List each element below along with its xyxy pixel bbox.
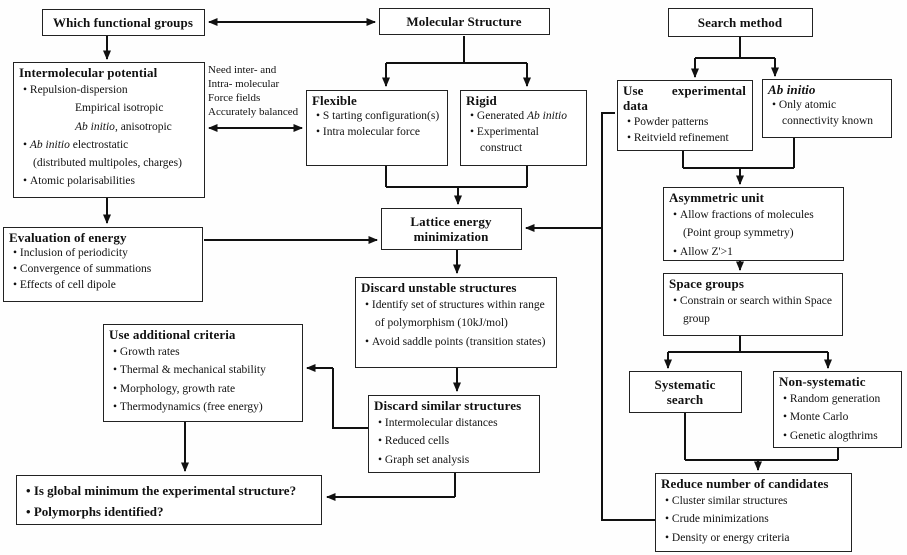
list-item: • Allow Z'>1	[669, 243, 837, 261]
list-item: • Density or energy criteria	[661, 529, 845, 547]
list-item: • Thermodynamics (free energy)	[109, 398, 296, 416]
list-item: • Reduced cells	[374, 432, 533, 450]
box-list	[669, 292, 836, 328]
list-item: • Atomic polarisabilities	[19, 172, 198, 190]
box-title: Discard unstable structures	[361, 280, 517, 295]
box-list	[22, 481, 315, 523]
box-space-groups	[663, 273, 843, 336]
list-item: • Allow fractions of molecules	[669, 206, 837, 224]
box-list	[109, 343, 296, 416]
list-item: • Intra molecular force	[312, 125, 441, 141]
box-title: Space groups	[669, 276, 745, 291]
box-title: Search method	[697, 14, 783, 30]
connector-flexible-rigid-merge	[386, 166, 527, 187]
list-item: • Morphology, growth rate	[109, 380, 296, 398]
list-item: • Crude minimizations	[661, 510, 845, 528]
box-use-experimental-data	[617, 80, 753, 151]
box-list	[669, 206, 837, 260]
list-item: • Cluster similar structures	[661, 492, 845, 510]
list-item: • Graph set analysis	[374, 451, 533, 469]
connector-molecular-split	[386, 36, 527, 63]
box-title: Which functional groups	[52, 14, 194, 30]
box-title: Asymmetric unit	[669, 190, 765, 205]
box-title: Non-systematic	[779, 374, 866, 389]
list-item: • Reitvield refinement	[623, 131, 746, 147]
box-discard-unstable-structures	[355, 277, 557, 368]
box-search-method	[668, 8, 813, 37]
list-item: (Point group symmetry)	[683, 227, 794, 240]
box-final-check	[16, 475, 322, 525]
box-title: Lattice energy minimization	[410, 213, 492, 244]
list-item: • S tarting configuration(s)	[312, 109, 441, 125]
list-item: • Intermolecular distances	[374, 414, 533, 432]
box-list	[374, 414, 533, 468]
box-rigid	[460, 90, 587, 166]
box-lattice-energy-minimization	[381, 208, 522, 250]
box-list	[779, 390, 895, 444]
box-title: Rigid	[466, 93, 497, 108]
box-title: Reduce number of candidates	[661, 476, 829, 491]
note-line: Force fields	[208, 91, 261, 104]
box-which-functional-groups	[42, 9, 205, 36]
note-force-fields	[208, 64, 308, 120]
list-item: • Ab initio electrostatic	[19, 136, 198, 154]
connector-similar-to-criteria-bend	[333, 368, 368, 428]
box-ab-initio	[762, 79, 892, 138]
list-item: • Is global minimum the experimental structure?	[22, 481, 315, 502]
box-asymmetric-unit	[663, 187, 844, 261]
note-line: Intra- molecular	[208, 77, 280, 90]
box-title: Discard similar structures	[374, 398, 522, 413]
box-list	[623, 115, 746, 147]
box-title: Flexible	[312, 93, 357, 108]
box-title: Evaluation of energy	[9, 230, 127, 245]
box-evaluation-of-energy	[3, 227, 203, 302]
connector-feedback-loop	[602, 113, 655, 520]
list-item: Empirical isotropic	[75, 102, 164, 115]
list-item: • Inclusion of periodicity	[9, 246, 196, 262]
connector-search-split	[695, 37, 775, 58]
box-list	[466, 109, 580, 157]
box-title: Intermolecular potential	[19, 65, 158, 80]
note-line: Accurately balanced	[208, 105, 299, 118]
box-reduce-number-of-candidates	[655, 473, 852, 552]
box-title: Molecular Structure	[406, 13, 522, 29]
list-item: • Polymorphs identified?	[22, 502, 315, 523]
list-item: • Identify set of structures within range of polymorphism (10kJ/mol)	[361, 296, 550, 332]
box-title: Systematic search	[654, 376, 716, 407]
list-item: • Avoid saddle points (transition states)	[361, 333, 550, 351]
box-list	[661, 492, 845, 546]
list-item: • Effects of cell dipole	[9, 278, 196, 294]
box-list	[312, 109, 441, 141]
box-non-systematic	[773, 371, 902, 448]
list-item: • Random generation	[779, 390, 895, 408]
list-item: • Convergence of summations	[9, 262, 196, 278]
box-list	[768, 98, 885, 130]
box-title: Use additional criteria	[109, 327, 236, 342]
list-item: Ab initio, anisotropic	[75, 120, 172, 133]
list-item: • Powder patterns	[623, 115, 746, 131]
connector-space-split	[668, 336, 828, 352]
box-systematic-search	[629, 371, 742, 413]
list-item: • Repulsion-dispersion	[19, 81, 198, 99]
list-item: • Growth rates	[109, 343, 296, 361]
list-item: • Only atomic connectivity known	[768, 98, 885, 130]
box-list	[361, 296, 550, 350]
box-use-additional-criteria	[103, 324, 303, 422]
box-molecular-structure	[379, 8, 550, 35]
list-item: (distributed multipoles, charges)	[33, 156, 182, 169]
list-item: • Monte Carlo	[779, 408, 895, 426]
box-flexible	[306, 90, 448, 166]
box-list	[9, 246, 196, 294]
list-item: • Experimental construct	[466, 125, 580, 157]
box-list	[19, 81, 198, 190]
box-intermolecular-potential	[13, 62, 205, 198]
list-item: • Constrain or search within Space group	[669, 292, 836, 328]
note-line: Need inter- and	[208, 64, 277, 76]
list-item: • Genetic alogthrims	[779, 427, 895, 445]
box-title: Ab initio	[768, 82, 816, 97]
list-item: • Thermal & mechanical stability	[109, 361, 296, 379]
box-discard-similar-structures	[368, 395, 540, 473]
list-item: • Generated Ab initio	[466, 109, 580, 125]
box-title: Use experimental data	[623, 83, 746, 114]
